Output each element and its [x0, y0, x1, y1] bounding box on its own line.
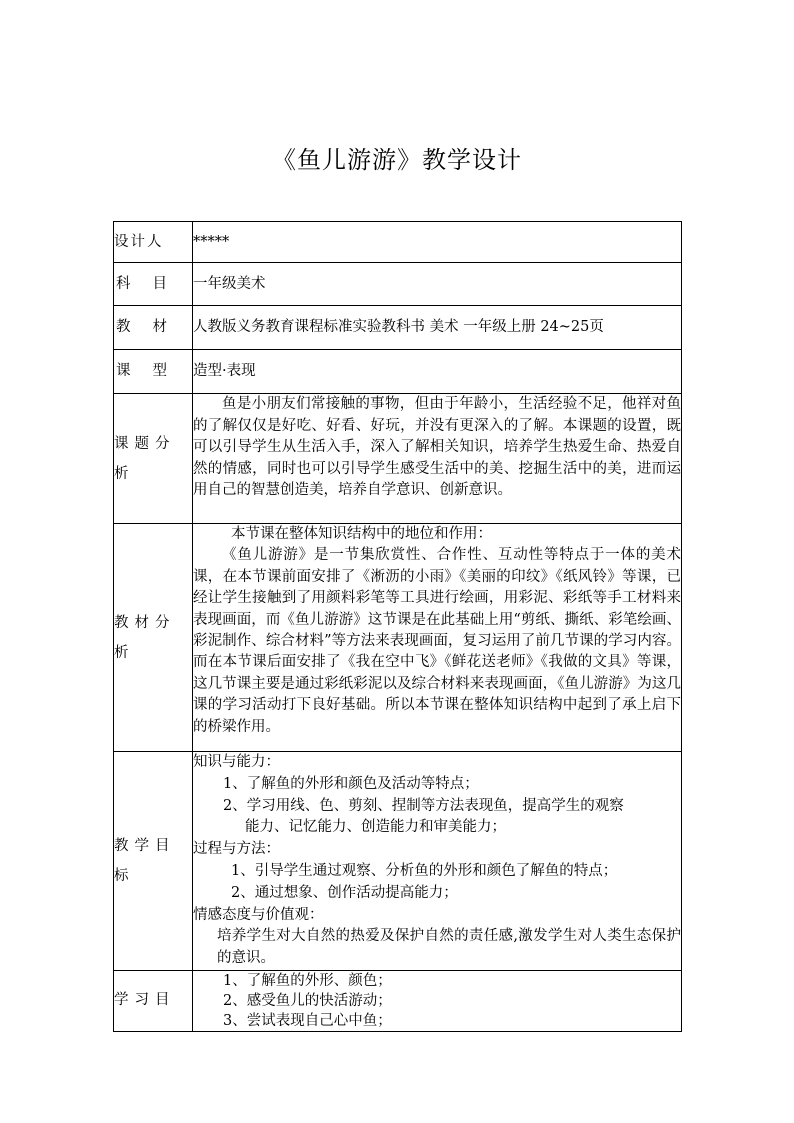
knowledge-item-1: 1、了解鱼的外形和颜色及活动等特点；: [223, 775, 479, 792]
row-subject: [114, 263, 682, 306]
textbook-value: 人教版义务教育课程标准实验教科书 美术 一年级上册 24~25页: [193, 306, 682, 350]
lesson-type-value: 造型·表现: [193, 350, 682, 394]
learning-item-3: 3、尝试表现自己心中鱼；: [223, 1012, 392, 1029]
topic-analysis-text: 鱼是小朋友们常接触的事物，但由于年龄小，生活经验不足，他祥对鱼的了解仅仅是好吃、好看、好玩，并没有更深入的了解。本课题的设置，既可以引导学生从生活入手，深入了解相关知识，培养学生热爱生命、热爱自然的情感，同时也可以引导学生感受生活中的美、挖掘生活中的美，进而运用自己的智慧创造美，培养自学意识、创新意识。: [193, 394, 682, 524]
label-subject: 科 目: [114, 263, 193, 306]
material-analysis-heading: 本节课在整体知识结构中的地位和作用：: [231, 526, 492, 542]
label-teaching-goals: 教学目 标: [114, 752, 193, 971]
row-topic-analysis: [114, 394, 682, 524]
subject-value: 一年级美术: [193, 263, 682, 306]
label-lesson-type: 课 型: [114, 350, 193, 394]
row-textbook: [114, 306, 682, 350]
designer-value: *****: [193, 222, 682, 263]
learning-item-2: 2、感受鱼儿的快活游动；: [223, 992, 392, 1009]
row-designer: [114, 222, 682, 263]
material-analysis-text: [193, 524, 682, 752]
row-lesson-type: [114, 350, 682, 394]
process-heading: 过程与方法：: [193, 841, 280, 858]
label-designer: 设计人: [114, 222, 193, 263]
learning-item-1: 1、了解鱼的外形、颜色；: [223, 972, 392, 989]
document-title: 《鱼儿游游》教学设计: [272, 146, 522, 174]
material-analysis-body: 《鱼儿游游》是一节集欣赏性、合作性、互动性等特点于一体的美术课，在本节课前面安排了《淅沥的小雨》《美丽的印纹》《纸风铃》等课，已经让学生接触到了用颜料彩笔等工具进行绘画，用彩泥、彩纸等手工材料来表现画面，而《鱼儿游游》这节课是在此基础上用“剪纸、撕纸、彩笔绘画、彩泥制作、综合材料”等方法来表现画面，复习运用了前几节课的学习内容。而在本节课后面安排了《我在空中飞》《鲜花送老师》《我做的文具》等课，这几节课主要是通过彩纸彩泥以及综合材料来表现画面，《鱼儿游游》为这几课的学习活动打下良好基础。所以本节课在整体知识结构中起到了承上启下的桥梁作用。: [193, 547, 681, 735]
knowledge-item-2: 2、学习用线、色、剪刻、捏制等方法表现鱼，提高学生的观察: [223, 797, 624, 814]
process-item-2: 2、通过想象、创作活动提高能力；: [231, 884, 458, 901]
row-teaching-goals: [114, 752, 682, 971]
knowledge-heading: 知识与能力：: [193, 754, 280, 770]
row-learning-goals: [114, 970, 682, 1031]
label-learning-goals: 学习目: [114, 970, 193, 1031]
row-material-analysis: [114, 524, 682, 752]
lesson-plan-table: [113, 221, 682, 1032]
knowledge-item-2-cont: 能力、记忆能力、创造能力和审美能力；: [245, 819, 506, 836]
label-material-analysis: 教材分 析: [114, 524, 193, 752]
teaching-goals-text: [193, 752, 682, 971]
emotion-text: 培养学生对大自然的热爱及保护自然的责任感,激发学生对人类生态保护的意识。: [217, 928, 681, 967]
label-textbook: 教 材: [114, 306, 193, 350]
emotion-heading: 情感态度与价值观：: [193, 906, 324, 923]
learning-goals-text: [193, 970, 682, 1031]
label-topic-analysis: 课题分 析: [114, 394, 193, 524]
process-item-1: 1、引导学生通过观察、分析鱼的外形和颜色了解鱼的特点；: [231, 862, 618, 879]
